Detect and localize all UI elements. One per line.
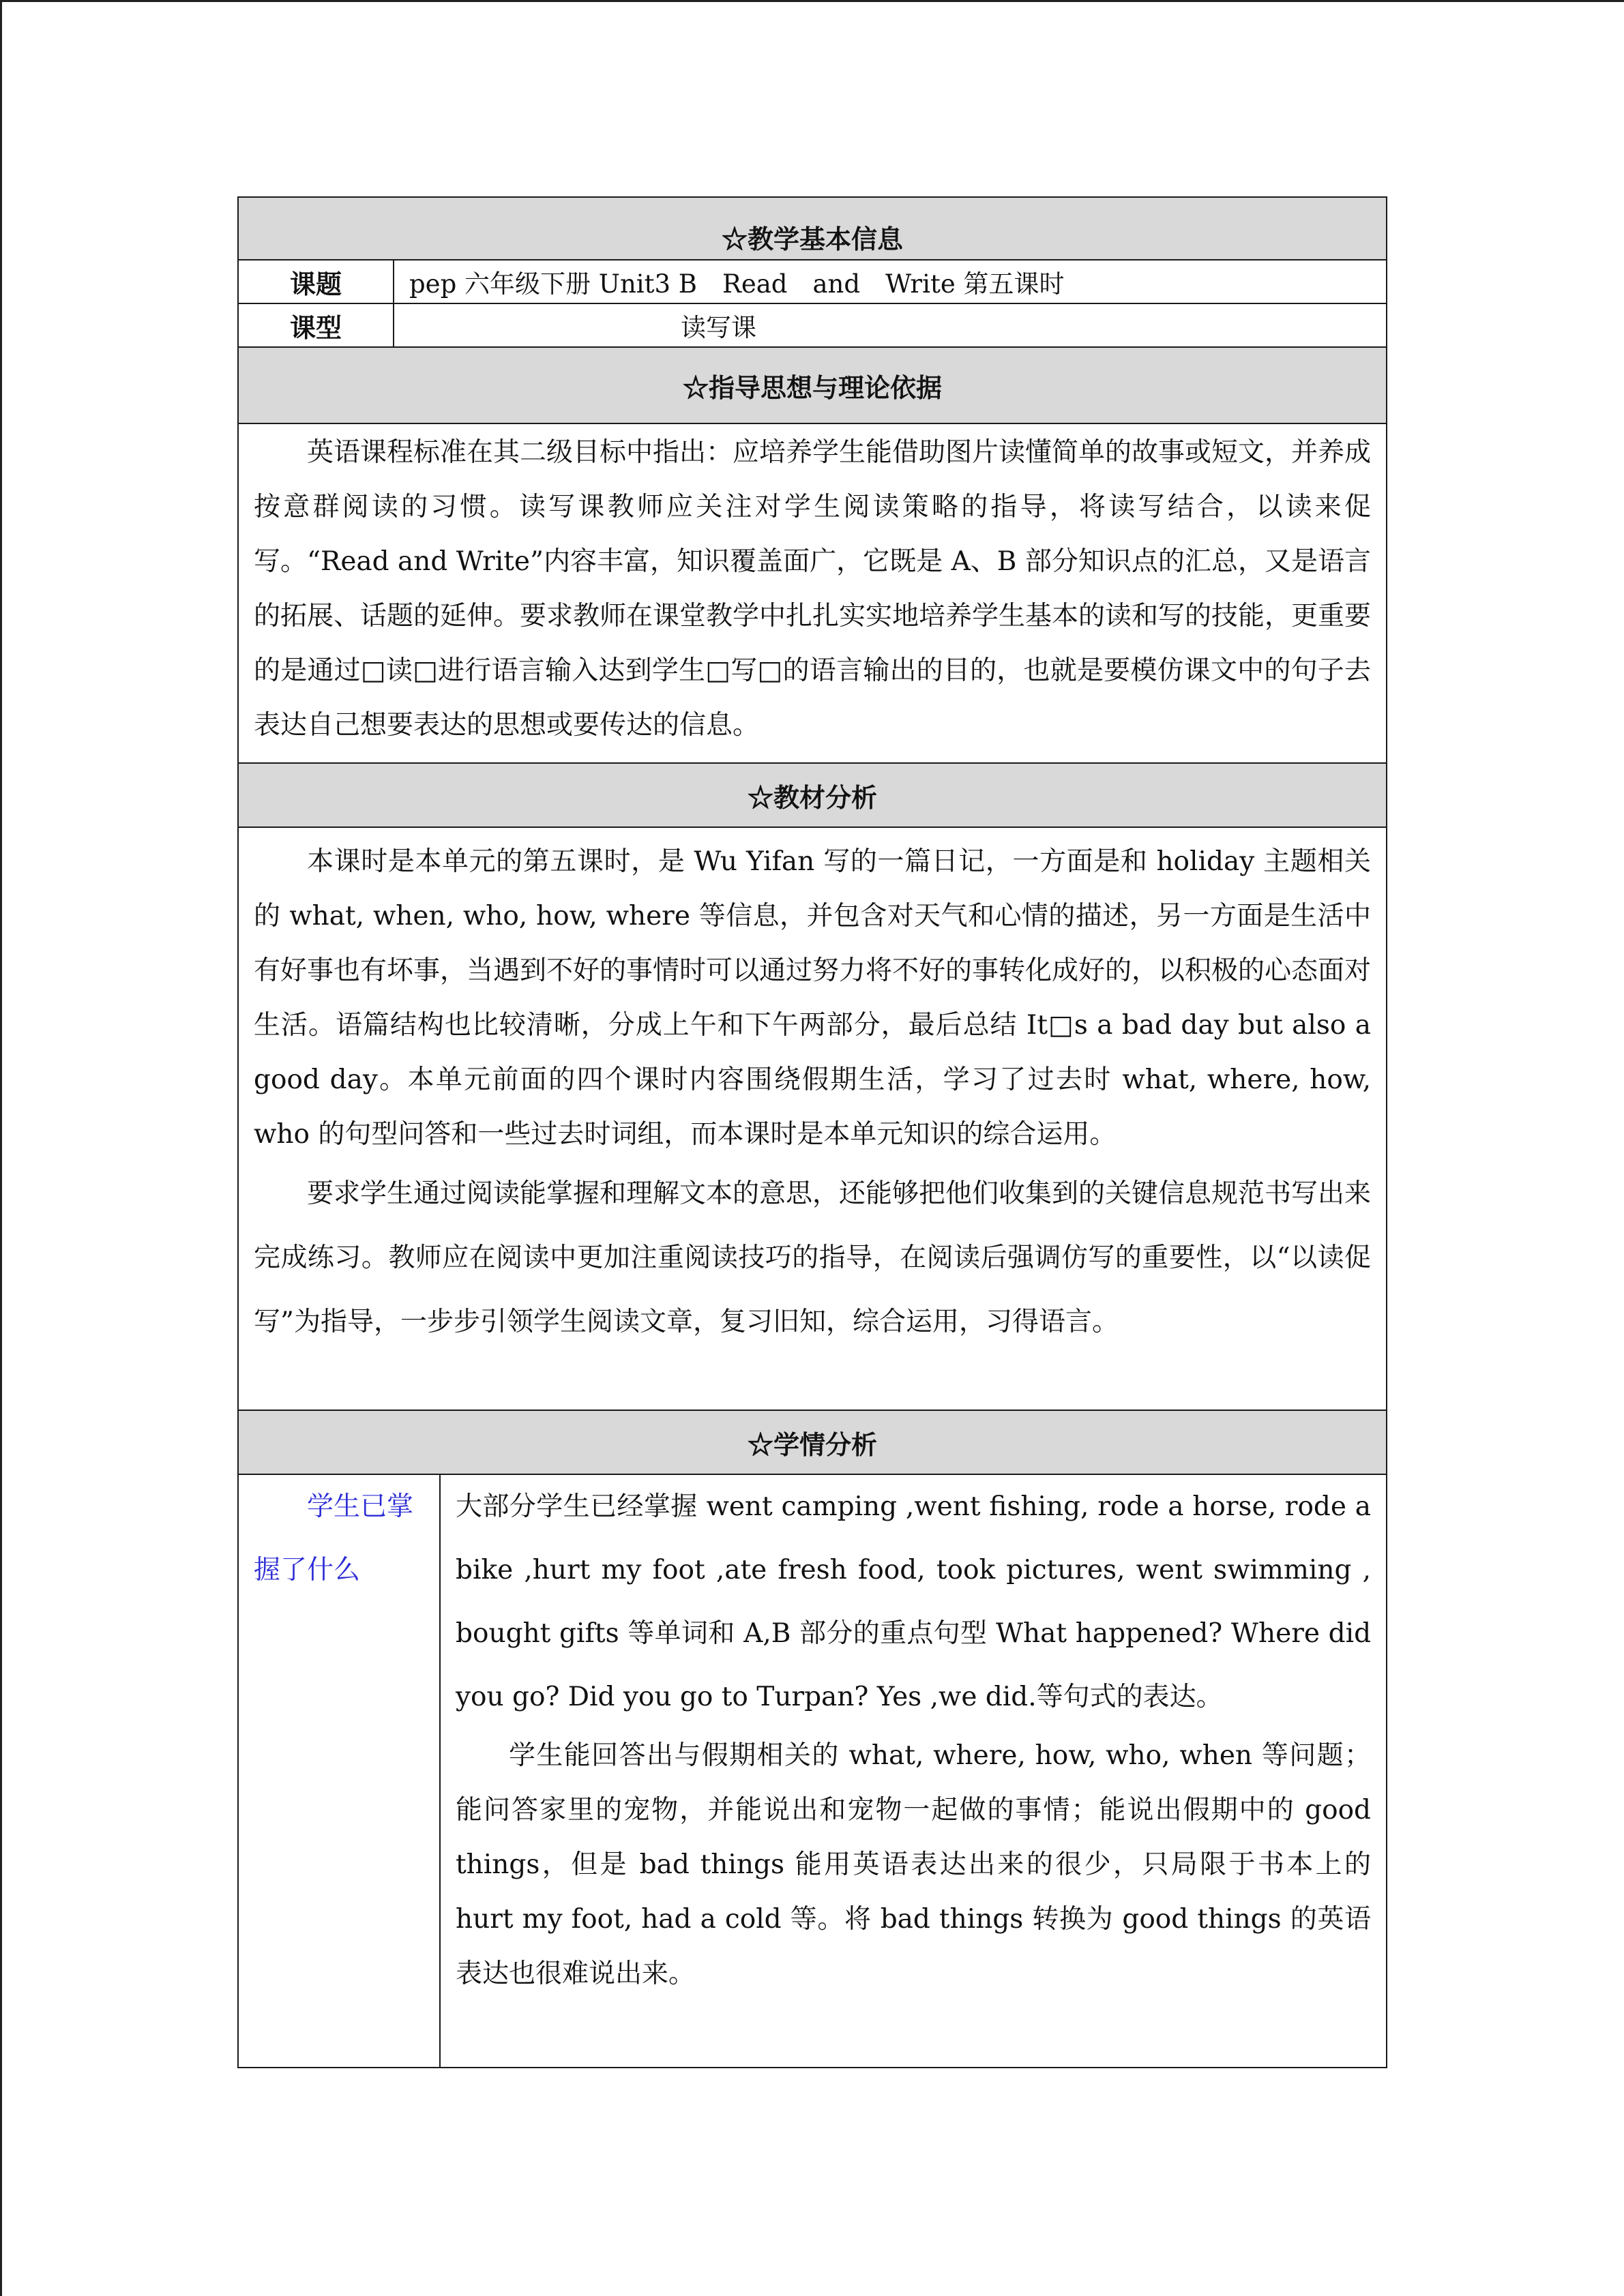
learner-known-label: 学生已掌握了什么 — [254, 1491, 414, 1585]
learner-header-row — [238, 1410, 1387, 1474]
section-header-basic-info: ☆教学基本信息 — [238, 197, 1387, 260]
material-header-row — [238, 763, 1387, 827]
material-paragraph-1: 本课时是本单元的第五课时，是 Wu Yifan 写的一篇日记，一方面是和 holiday 主题相关的 what, when, who, how, where 等信息，并包含对天气和心情的描述，另一方面是生活中有好事也有坏事，当遇到不好的事情时可以通过努力将不好的事转化成好的，以积极的心态面对生活。语篇结构也比较清晰，分成上午和下午两部分，最后总结 It□s a bad day but also a good day。本单元前面的四个课时内容围绕假期生活，学习了过去时 what, where, how, who 的句型问答和一些过去时词组，而本课时是本单元知识的综合运用。 — [254, 846, 1372, 1150]
topic-label: 课题 — [238, 260, 394, 303]
guiding-paragraph: 英语课程标准在其二级目标中指出：应培养学生能借助图片读懂简单的故事或短文，并养成按意群阅读的习惯。读写课教师应关注对学生阅读策略的指导，将读写结合，以读来促写。“Read and Write”内容丰富，知识覆盖面广，它既是 A、B 部分知识点的汇总，又是语言的拓展、话题的延伸。要求教师在课堂教学中扎扎实实地培养学生基本的读和写的技能，更重要的是通过□读□进行语言输入达到学生□写□的语言输出的目的，也就是要模仿课文中的句子去表达自己想要表达的思想或要传达的信息。 — [254, 437, 1372, 741]
learner-body-row — [238, 1474, 1387, 2068]
lesson-type-row — [238, 303, 1387, 347]
lesson-type-label: 课型 — [238, 303, 394, 347]
basic-info-header-row — [238, 197, 1387, 260]
topic-value: pep 六年级下册 Unit3 B Read and Write 第五课时 — [394, 260, 1387, 303]
section-header-learner: ☆学情分析 — [238, 1410, 1387, 1474]
page-top-border — [0, 0, 1624, 2]
lesson-type-value: 读写课 — [394, 303, 1387, 347]
material-body-row — [238, 827, 1387, 1410]
lesson-plan-table — [237, 196, 1387, 2068]
section-header-guiding: ☆指导思想与理论依据 — [238, 347, 1387, 423]
learner-paragraph-1: 大部分学生已经掌握 went camping ,went fishing, rode a horse, rode a bike ,hurt my foot ,ate fresh food, took pictures, went swimming , bought gifts 等单词和 A,B 部分的重点句型 What happened? Where did you go? Did you go to Turpan? Yes ,we did.等句式的表达。 — [456, 1491, 1372, 1712]
guiding-header-row — [238, 347, 1387, 423]
material-paragraph-2: 要求学生通过阅读能掌握和理解文本的意思，还能够把他们收集到的关键信息规范书写出来完成练习。教师应在阅读中更加注重阅读技巧的指导，在阅读后强调仿写的重要性，以“以读促写”为指导，一步步引领学生阅读文章，复习旧知，综合运用，习得语言。 — [254, 1178, 1372, 1337]
page-left-border — [0, 0, 2, 2296]
section-header-material: ☆教材分析 — [238, 763, 1387, 827]
learner-paragraph-2: 学生能回答出与假期相关的 what, where, how, who, when 等问题；能问答家里的宠物，并能说出和宠物一起做的事情；能说出假期中的 good things，但是 bad things 能用英语表达出来的很少，只局限于书本上的 hurt my foot, had a cold 等。将 bad things 转换为 good things 的英语表达也很难说出来。 — [456, 1740, 1372, 1989]
topic-row — [238, 260, 1387, 303]
guiding-body-row — [238, 423, 1387, 763]
